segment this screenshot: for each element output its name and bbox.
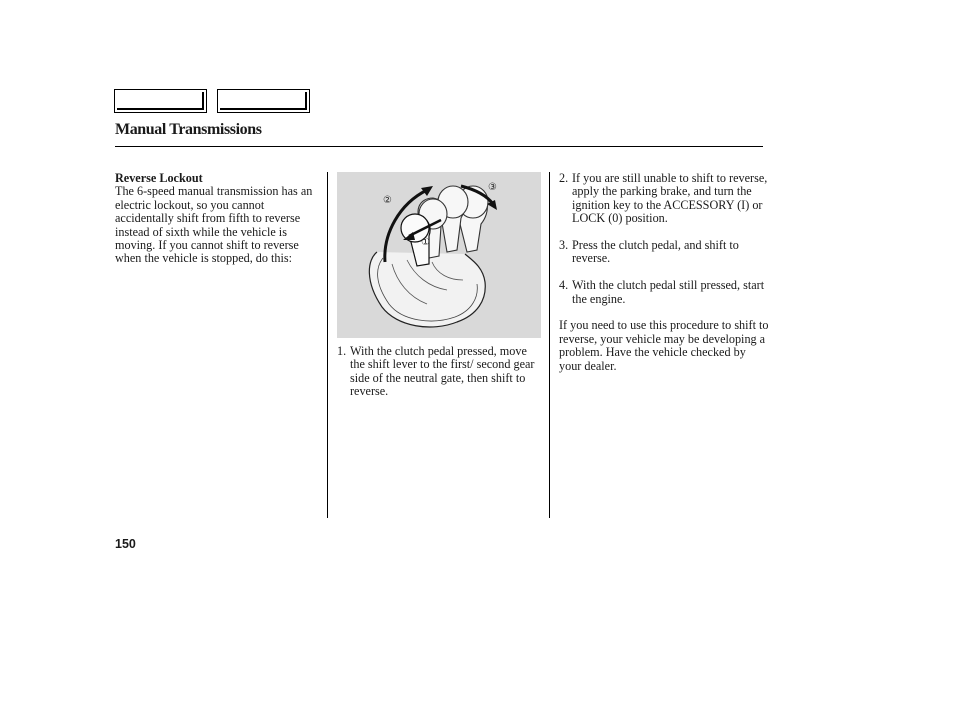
page-title: Manual Transmissions <box>115 121 262 138</box>
step-2 <box>559 172 769 226</box>
warning-note: If you need to use this procedure to shift to reverse, your vehicle may be developing a problem. Have the vehicle checked by your dealer. <box>559 318 769 373</box>
shift-lever-drawing <box>337 172 541 338</box>
step-text: With the clutch pedal still pressed, start the engine. <box>572 278 765 306</box>
step-3 <box>559 239 769 266</box>
column-divider-left <box>327 172 328 518</box>
section-heading: Reverse Lockout <box>115 171 203 185</box>
nav-button-previous[interactable] <box>114 89 207 113</box>
nav-button-next[interactable] <box>217 89 310 113</box>
step-number: 4. <box>559 278 569 293</box>
title-divider <box>115 146 763 147</box>
page-number: 150 <box>115 537 136 551</box>
callout-1: ① <box>421 237 430 248</box>
step-text: With the clutch pedal pressed, move the shift lever to the first/ second gear side of the neutral gate, then shift to reverse. <box>350 344 535 399</box>
step-number: 3. <box>559 238 569 253</box>
right-column <box>559 172 769 373</box>
step-text: Press the clutch pedal, and shift to reverse. <box>572 238 739 266</box>
section-body: The 6-speed manual transmission has an electric lockout, so you cannot accidentally shift from fifth to reverse instead of sixth while the vehicle is moving. If you cannot shift to reverse when the vehicle is stopped, do this: <box>115 184 313 266</box>
shift-lever-illustration <box>337 172 541 338</box>
callout-3: ③ <box>488 182 497 193</box>
column-divider-right <box>549 172 550 518</box>
step-4 <box>559 279 769 306</box>
step-1 <box>337 345 537 399</box>
step-number: 2. <box>559 171 569 185</box>
step-text: If you are still unable to shift to reverse, apply the parking brake, and turn the ignition key to the ACCESSORY (I) or LOCK (0) position. <box>572 171 768 226</box>
callout-2: ② <box>383 195 392 206</box>
middle-column <box>337 345 537 412</box>
left-column <box>115 172 325 266</box>
step-number: 1. <box>337 344 347 358</box>
